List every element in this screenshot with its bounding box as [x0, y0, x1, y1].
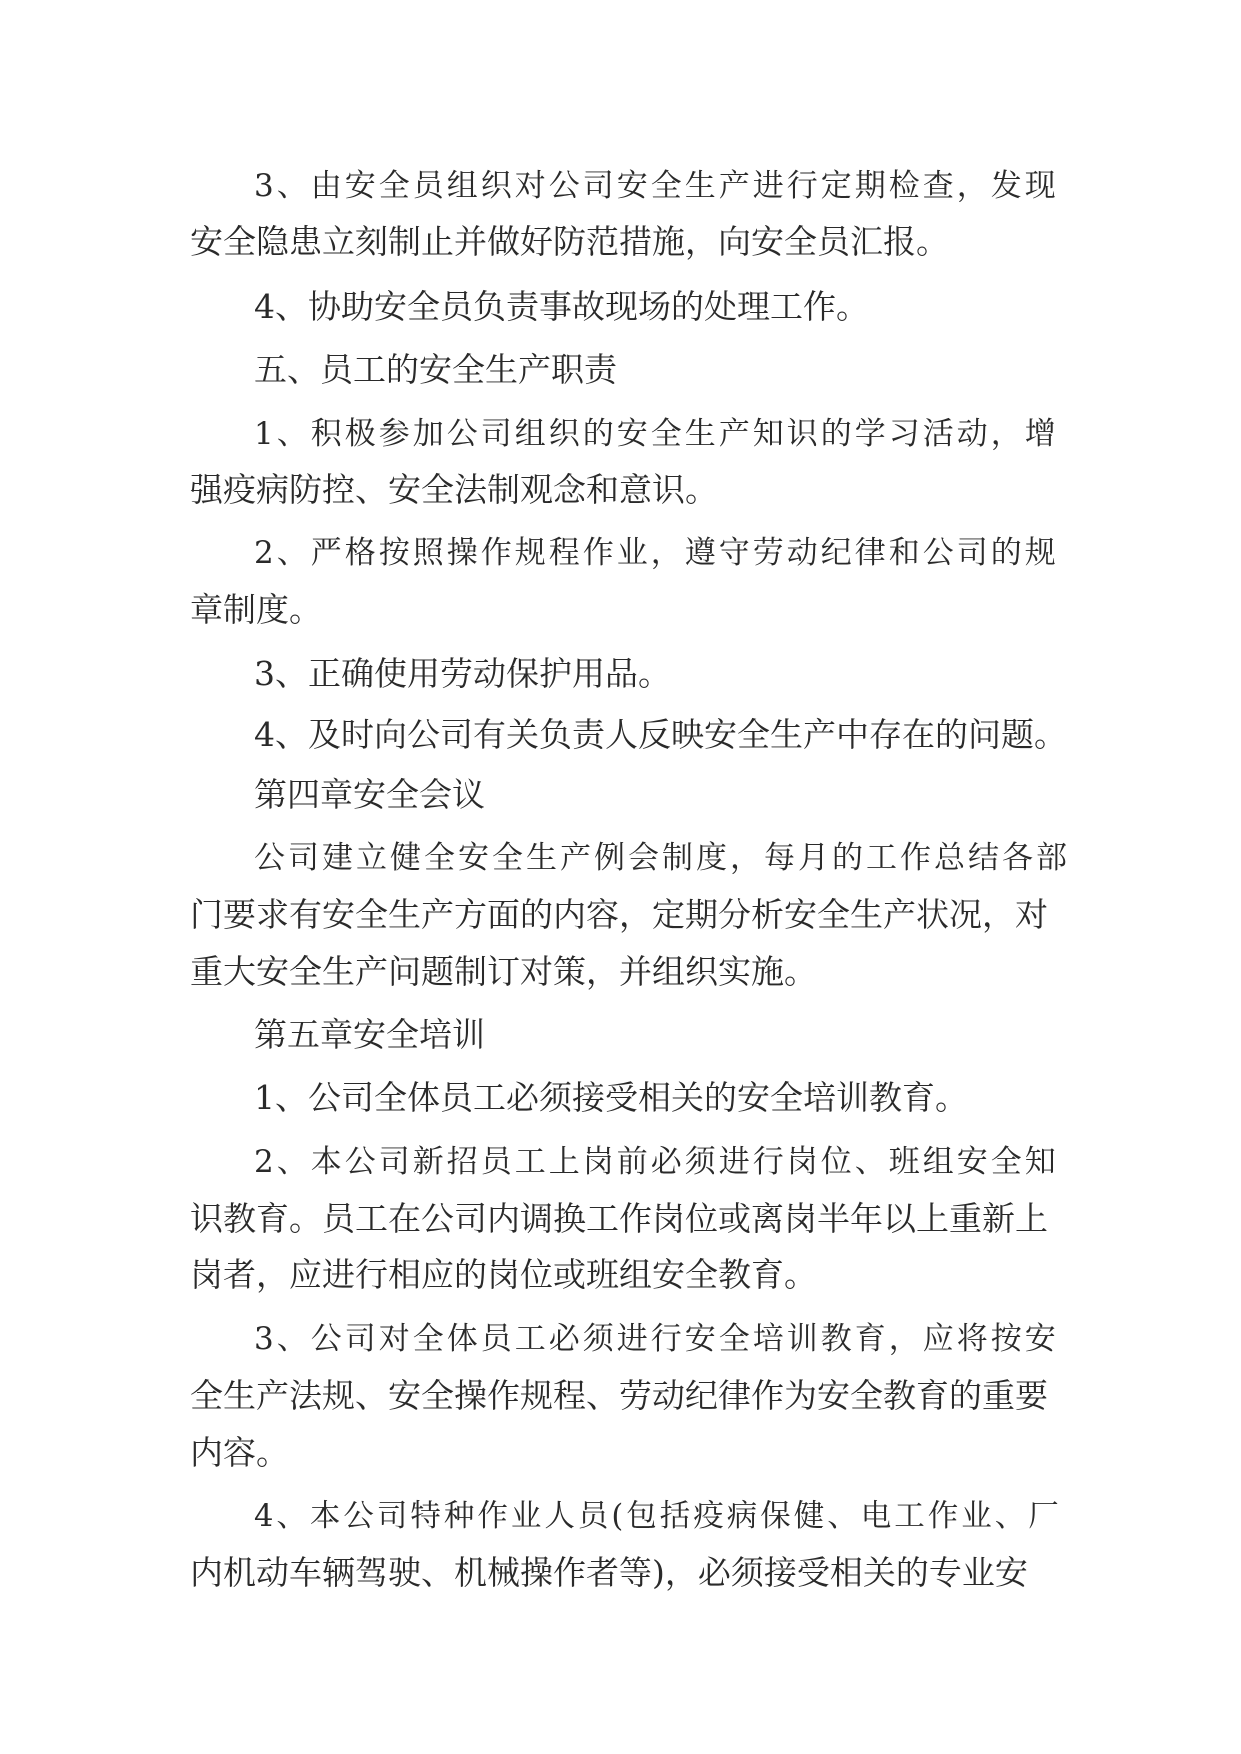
paragraph-line: 全生产法规、安全操作规程、劳动纪律作为安全教育的重要 [190, 1376, 1048, 1415]
paragraph-line: 1、积极参加公司组织的安全生产知识的学习活动，增 [254, 416, 1059, 452]
paragraph-line: 1、公司全体员工必须接受相关的安全培训教育。 [254, 1078, 968, 1117]
paragraph-line: 重大安全生产问题制订对策，并组织实施。 [190, 952, 817, 991]
paragraph-line: 识教育。员工在公司内调换工作岗位或离岗半年以上重新上 [190, 1199, 1048, 1238]
paragraph-line: 内机动车辆驾驶、机械操作者等)，必须接受相关的专业安 [190, 1553, 1028, 1592]
paragraph-line: 4、及时向公司有关负责人反映安全生产中存在的问题。 [254, 715, 1067, 754]
paragraph-line: 公司建立健全安全生产例会制度，每月的工作总结各部 [254, 840, 1070, 876]
paragraph-line: 2、本公司新招员工上岗前必须进行岗位、班组安全知 [254, 1144, 1059, 1180]
paragraph-line: 章制度。 [190, 590, 322, 629]
paragraph-line: 2、严格按照操作规程作业，遵守劳动纪律和公司的规 [254, 535, 1059, 571]
paragraph-line: 4、本公司特种作业人员(包括疫病保健、电工作业、厂 [254, 1499, 1062, 1534]
paragraph-line: 安全隐患立刻制止并做好防范措施，向安全员汇报。 [190, 222, 949, 261]
paragraph-line: 4、协助安全员负责事故现场的处理工作。 [254, 287, 869, 326]
paragraph-line: 强疫病防控、安全法制观念和意识。 [190, 470, 718, 509]
paragraph-line: 门要求有安全生产方面的内容，定期分析安全生产状况，对 [190, 895, 1048, 934]
paragraph-line: 3、公司对全体员工必须进行安全培训教育，应将按安 [254, 1321, 1059, 1357]
paragraph-line: 岗者，应进行相应的岗位或班组安全教育。 [190, 1255, 817, 1294]
paragraph-line: 3、正确使用劳动保护用品。 [254, 654, 671, 693]
section-heading: 五、员工的安全生产职责 [254, 350, 617, 389]
chapter-heading: 第五章安全培训 [254, 1015, 485, 1054]
chapter-heading: 第四章安全会议 [254, 775, 485, 814]
paragraph-line: 3、由安全员组织对公司安全生产进行定期检查，发现 [254, 168, 1059, 204]
paragraph-line: 内容。 [190, 1433, 289, 1472]
